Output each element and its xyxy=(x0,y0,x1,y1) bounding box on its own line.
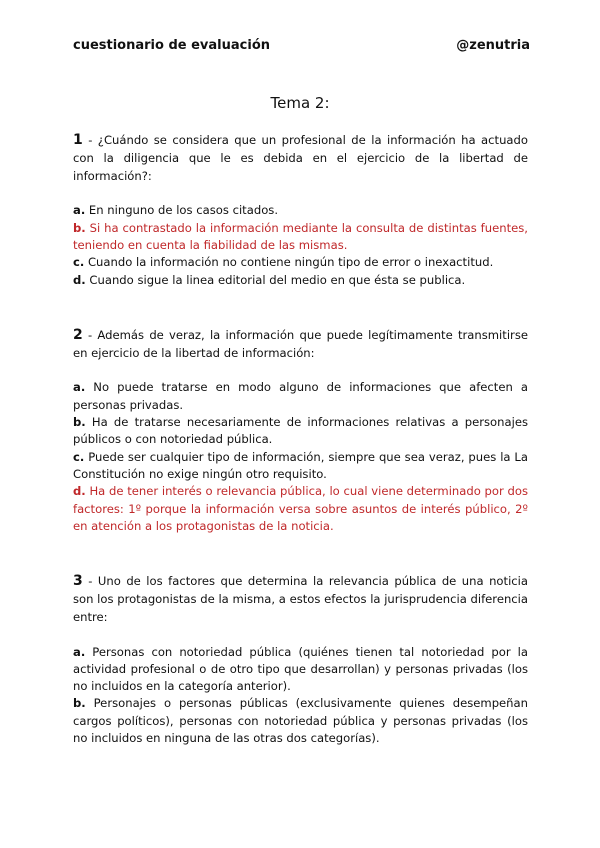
option-letter: a. xyxy=(73,644,86,659)
option-letter: b. xyxy=(73,220,86,235)
option-letter: a. xyxy=(73,203,86,218)
option-letter: b. xyxy=(73,696,86,711)
question-text: - ¿Cuándo se considera que un profesional de la información ha actuado con la diligencia que le es debida en el ejercicio de la libertad de información?: xyxy=(73,133,528,183)
header-right-handle: @zenutria xyxy=(456,38,530,53)
option-text: Puede ser cualquier tipo de información, siempre que sea veraz, pues la La Constitución no exige ningún otro requisito. xyxy=(73,449,528,481)
question-1-option-b-correct xyxy=(73,220,528,255)
header-left-title: cuestionario de evaluación xyxy=(73,38,271,53)
option-text: No puede tratarse en modo alguno de informaciones que afecten a personas privadas. xyxy=(73,380,528,412)
option-text: Cuando la información no contiene ningún tipo de error o inexactitud. xyxy=(84,255,494,270)
question-number: 1 xyxy=(73,132,83,148)
option-text: Cuando sigue la linea editorial del medio en que ésta se publica. xyxy=(85,272,466,287)
option-letter: d. xyxy=(73,484,86,499)
option-text: Personajes o personas públicas (exclusivamente quienes desempeñan cargos políticos), personas con notoriedad pública y personas privadas (los no incluidos en ninguna de las otras dos categorías). xyxy=(73,696,528,746)
option-text: Personas con notoriedad pública (quiénes tienen tal notoriedad por la actividad profesional o de otro tipo que desarrollan) y personas privadas (los no incluidos en la categoría anterior). xyxy=(73,644,528,694)
option-letter: a. xyxy=(73,380,86,395)
question-3-option-a xyxy=(73,644,528,696)
question-1-option-d xyxy=(73,272,528,289)
option-text: Si ha contrastado la información mediante la consulta de distintas fuentes, teniendo en cuenta la fiabilidad de las mismas. xyxy=(73,220,528,252)
option-text: Ha de tratarse necesariamente de informaciones relativas a personajes públicos o con notoriedad pública. xyxy=(73,415,528,447)
question-2 xyxy=(73,327,528,363)
question-3-option-b xyxy=(73,695,528,747)
question-2-option-b xyxy=(73,414,528,449)
option-letter: b. xyxy=(73,415,86,430)
page-header xyxy=(73,38,530,53)
question-number: 2 xyxy=(73,326,83,343)
question-2-option-d-correct xyxy=(73,483,528,535)
option-letter: c. xyxy=(73,255,85,270)
question-1-option-a xyxy=(73,202,528,219)
question-list xyxy=(73,132,528,747)
option-text: En ninguno de los casos citados. xyxy=(85,203,279,218)
page-title: Tema 2: xyxy=(270,94,330,112)
option-letter: c. xyxy=(73,449,85,464)
question-text: - Además de veraz, la información que puede legítimamente transmitirse en ejercicio de la libertad de información: xyxy=(73,327,528,360)
option-text: Ha de tener interés o relevancia pública, lo cual viene determinado por dos factores: 1º porque la información versa sobre asuntos de interés público, 2º en atención a los protagonistas de la noticia. xyxy=(73,484,528,533)
question-text: - Uno de los factores que determina la relevancia pública de una noticia son los protagonistas de la misma, a estos efectos la jurisprudencia diferencia entre: xyxy=(73,574,528,624)
option-letter: d. xyxy=(73,272,86,287)
question-1-option-c xyxy=(73,254,528,271)
question-2-option-a xyxy=(73,379,528,414)
question-3 xyxy=(73,573,528,626)
question-1 xyxy=(73,132,528,185)
question-number: 3 xyxy=(73,573,83,590)
question-2-option-c xyxy=(73,449,528,484)
